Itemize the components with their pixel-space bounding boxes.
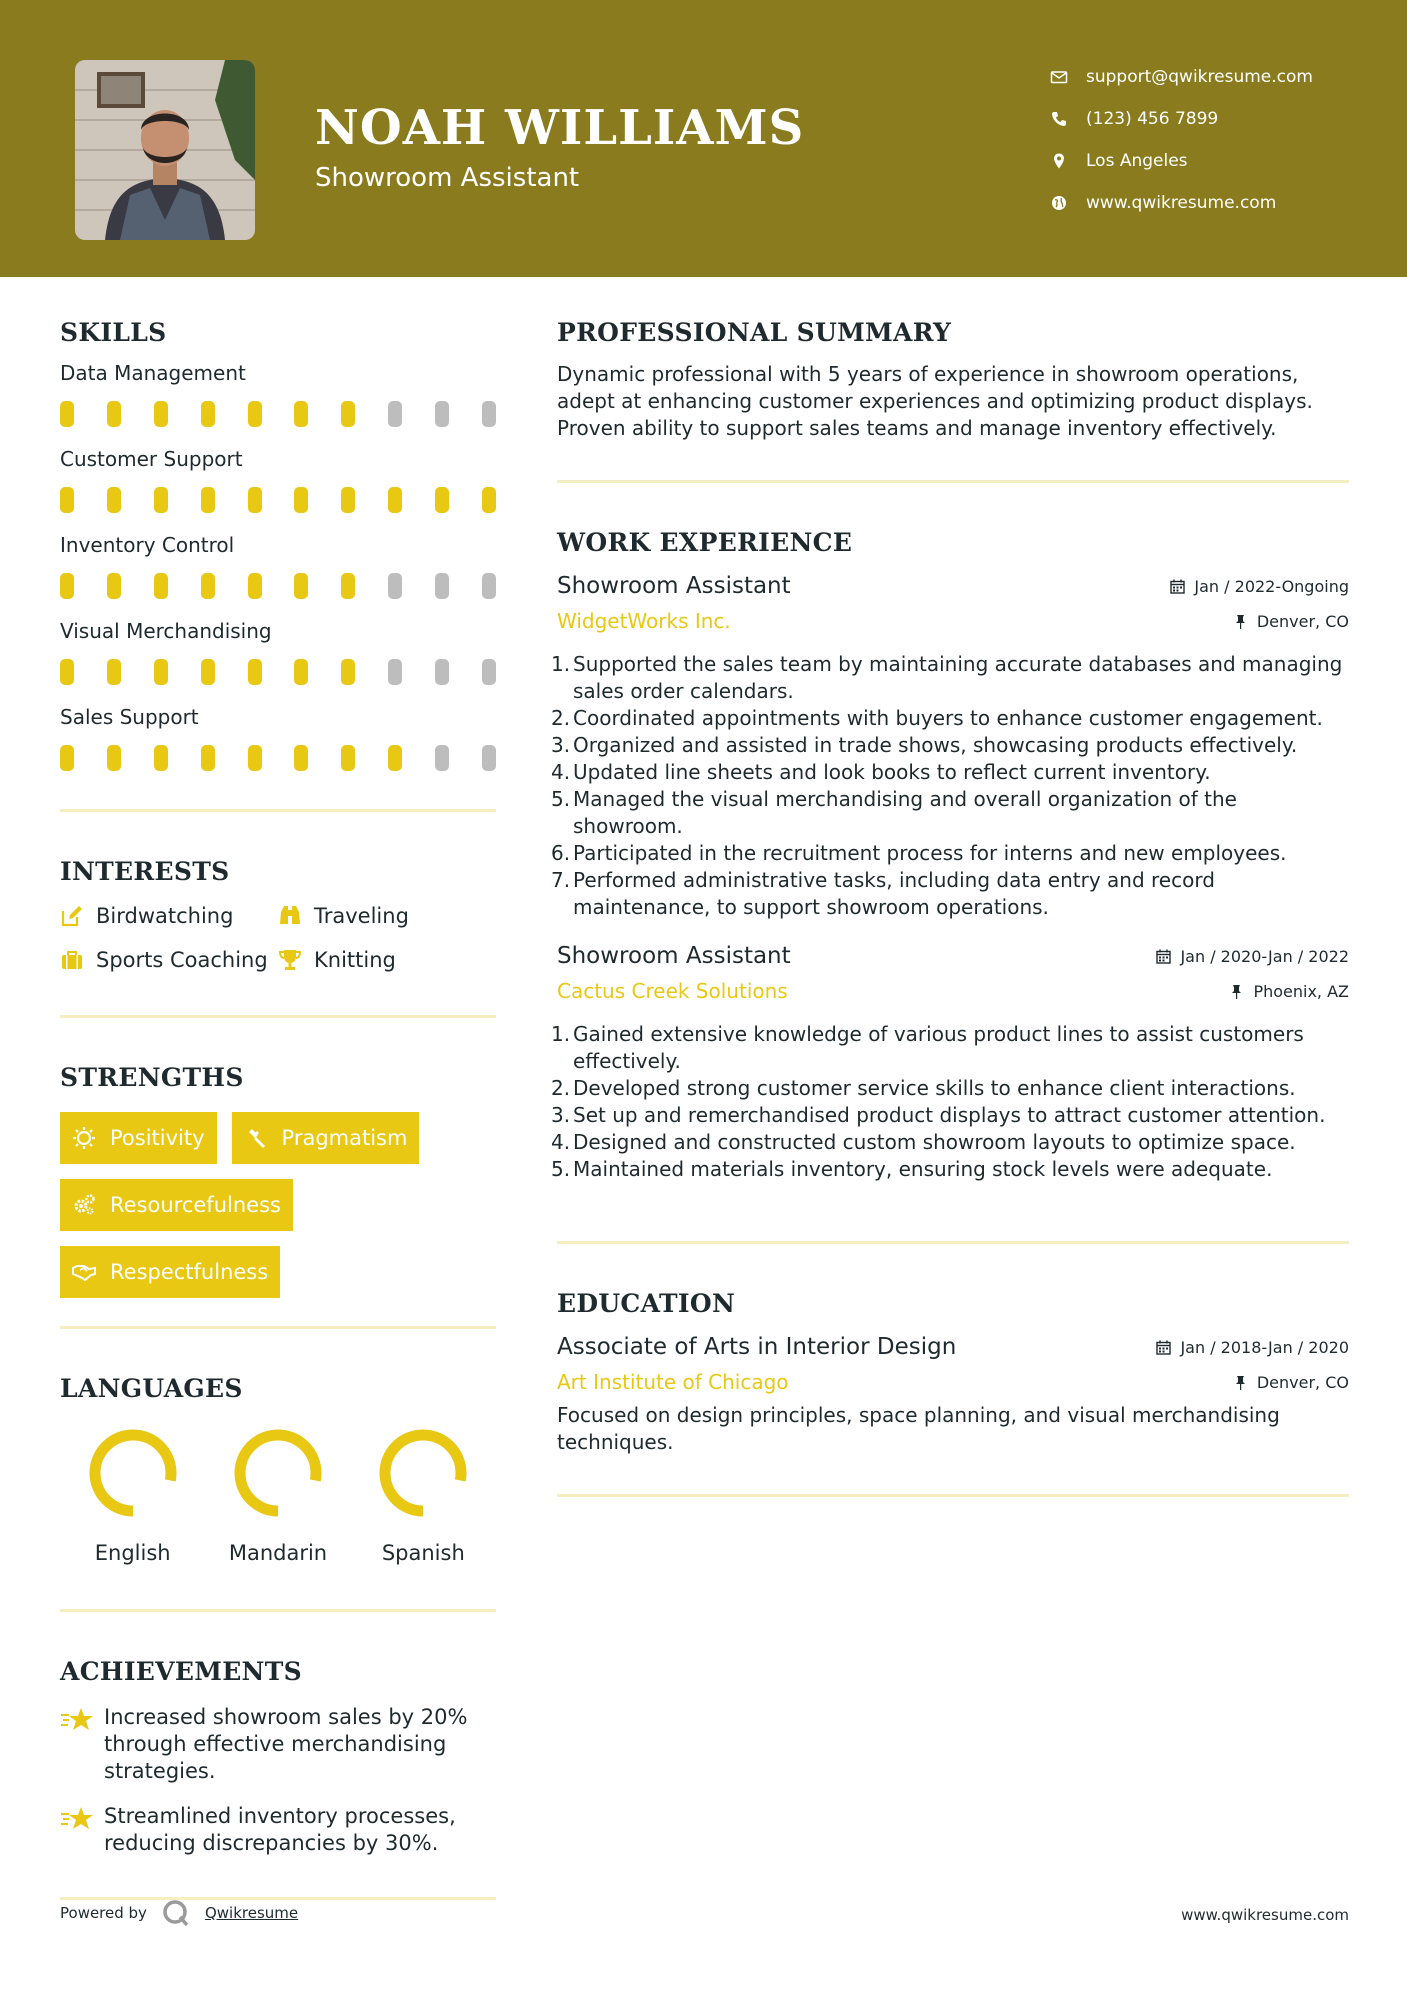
star-icon bbox=[60, 1805, 94, 1833]
skill-pill-filled bbox=[107, 401, 121, 427]
skill-pill-filled bbox=[341, 487, 355, 513]
strength-label: Respectfulness bbox=[110, 1260, 269, 1284]
interest-item bbox=[60, 904, 278, 928]
resume-header bbox=[0, 0, 1407, 277]
job-date bbox=[1170, 577, 1349, 596]
education-school: Art Institute of Chicago bbox=[557, 1370, 789, 1394]
footer-powered-by bbox=[60, 1898, 298, 1928]
contact-email[interactable] bbox=[1050, 56, 1313, 98]
skill-rating-bar bbox=[60, 745, 496, 771]
skills-title: SKILLS bbox=[60, 318, 167, 347]
job-title: Showroom Assistant bbox=[557, 943, 791, 969]
job-point-number: 5. bbox=[551, 787, 571, 811]
job-points bbox=[551, 1021, 1349, 1183]
skill-pill-filled bbox=[154, 401, 168, 427]
education-school-row bbox=[557, 1370, 1349, 1394]
location-pin-icon bbox=[1050, 152, 1068, 170]
interest-item bbox=[278, 948, 496, 972]
skill-name: Inventory Control bbox=[60, 533, 235, 557]
language-item bbox=[60, 1423, 205, 1565]
achievement-text: Streamlined inventory processes, reducing discrepancies by 30%. bbox=[104, 1804, 456, 1855]
jobs-list bbox=[551, 573, 1349, 1183]
achievements-list bbox=[60, 1704, 496, 1857]
interest-label: Birdwatching bbox=[96, 904, 234, 928]
skill-pill-empty bbox=[482, 573, 496, 599]
job-point-text: Set up and remerchandised product displays to attract customer attention. bbox=[573, 1103, 1326, 1127]
job-point bbox=[551, 1075, 1349, 1102]
skill-name: Sales Support bbox=[60, 705, 199, 729]
skill-pill-empty bbox=[435, 659, 449, 685]
skill-pill-filled bbox=[60, 401, 74, 427]
skill-pill-filled bbox=[341, 401, 355, 427]
skill-pill-empty bbox=[482, 401, 496, 427]
skills-list bbox=[60, 361, 496, 771]
language-progress-arc bbox=[385, 1435, 461, 1511]
skill-pill-filled bbox=[154, 487, 168, 513]
skill-pill-filled bbox=[294, 401, 308, 427]
education-date bbox=[1156, 1338, 1349, 1357]
skill-pill-filled bbox=[248, 487, 262, 513]
contact-location-text: Los Angeles bbox=[1086, 151, 1188, 171]
skill-pill-filled bbox=[154, 745, 168, 771]
skill-pill-filled bbox=[201, 659, 215, 685]
section-divider bbox=[557, 1241, 1349, 1244]
job-point bbox=[551, 705, 1349, 732]
handshake-icon bbox=[72, 1260, 96, 1284]
job-point bbox=[551, 1102, 1349, 1129]
interest-label: Knitting bbox=[314, 948, 396, 972]
job-date bbox=[1156, 947, 1349, 966]
skill-name: Visual Merchandising bbox=[60, 619, 272, 643]
job-company: WidgetWorks Inc. bbox=[557, 609, 731, 633]
right-column bbox=[551, 318, 1349, 1497]
interest-label: Sports Coaching bbox=[96, 948, 268, 972]
skill-pill-filled bbox=[107, 487, 121, 513]
job-point bbox=[551, 1021, 1349, 1075]
interests-title: INTERESTS bbox=[60, 857, 230, 886]
job-entry bbox=[551, 573, 1349, 921]
job-point-number: 1. bbox=[551, 1022, 571, 1046]
skill-pill-filled bbox=[154, 573, 168, 599]
skill-pill-filled bbox=[248, 573, 262, 599]
calendar-icon bbox=[1170, 579, 1185, 594]
skill-pill-filled bbox=[201, 487, 215, 513]
skill-pill-filled bbox=[248, 659, 262, 685]
job-point-text: Maintained materials inventory, ensuring stock levels were adequate. bbox=[573, 1157, 1273, 1181]
profile-photo bbox=[75, 60, 255, 240]
briefcase-icon bbox=[60, 948, 84, 972]
skill-rating-bar bbox=[60, 659, 496, 685]
strength-label: Pragmatism bbox=[281, 1126, 408, 1150]
language-label: Mandarin bbox=[228, 1541, 328, 1565]
achievement-text: Increased showroom sales by 20% through effective merchandising strategies. bbox=[104, 1705, 468, 1783]
job-point-text: Updated line sheets and look books to reflect current inventory. bbox=[573, 760, 1211, 784]
sun-icon bbox=[72, 1126, 96, 1150]
language-item bbox=[205, 1423, 350, 1565]
skill-pill-filled bbox=[341, 745, 355, 771]
job-company-row bbox=[557, 979, 1349, 1003]
education-title: EDUCATION bbox=[557, 1289, 736, 1318]
left-column bbox=[60, 318, 496, 1900]
interests-list bbox=[60, 904, 496, 972]
job-head bbox=[557, 943, 1349, 969]
pushpin-icon bbox=[1233, 614, 1248, 629]
skill-pill-filled bbox=[201, 401, 215, 427]
job-location bbox=[1229, 982, 1349, 1001]
language-progress-arc bbox=[95, 1435, 171, 1511]
job-point-text: Supported the sales team by maintaining accurate databases and managing sales order calendars. bbox=[573, 652, 1343, 703]
skill-name: Customer Support bbox=[60, 447, 243, 471]
job-point-number: 4. bbox=[551, 1130, 571, 1154]
language-label: English bbox=[94, 1541, 171, 1565]
job-point-number: 1. bbox=[551, 652, 571, 676]
section-divider bbox=[60, 1609, 496, 1612]
strengths-list bbox=[60, 1112, 496, 1298]
job-point-number: 7. bbox=[551, 868, 571, 892]
job-point-text: Performed administrative tasks, including data entry and record maintenance, to support showroom operations. bbox=[573, 868, 1215, 919]
experience-title: WORK EXPERIENCE bbox=[557, 528, 853, 557]
qwikresume-link[interactable]: Qwikresume bbox=[204, 1904, 299, 1922]
contact-email-text: support@qwikresume.com bbox=[1086, 67, 1313, 87]
contact-website-text: www.qwikresume.com bbox=[1086, 193, 1277, 213]
achievements-title: ACHIEVEMENTS bbox=[60, 1657, 302, 1686]
candidate-name: NOAH WILLIAMS bbox=[315, 100, 805, 156]
skill-pill-empty bbox=[435, 745, 449, 771]
job-point-number: 2. bbox=[551, 1076, 571, 1100]
pushpin-icon bbox=[1229, 984, 1244, 999]
skill-pill-empty bbox=[388, 573, 402, 599]
skill-pill-filled bbox=[435, 487, 449, 513]
job-point-number: 5. bbox=[551, 1157, 571, 1181]
gears-icon bbox=[72, 1193, 96, 1217]
pencil-square-icon bbox=[60, 904, 84, 928]
powered-by-text: Powered by bbox=[60, 1904, 147, 1922]
summary-text: Dynamic professional with 5 years of experience in showroom operations, adept at enhancing customer experiences and optimizing product displays. Proven ability to support sales teams and manage inventory effectively. bbox=[557, 362, 1313, 440]
skill-pill-filled bbox=[482, 487, 496, 513]
skill-pill-filled bbox=[248, 401, 262, 427]
section-divider bbox=[60, 1326, 496, 1329]
skill-pill-empty bbox=[482, 659, 496, 685]
job-head bbox=[557, 573, 1349, 599]
job-point bbox=[551, 786, 1349, 840]
job-point bbox=[551, 867, 1349, 921]
interest-item bbox=[278, 904, 496, 928]
skill-rating-bar bbox=[60, 487, 496, 513]
job-point-text: Gained extensive knowledge of various product lines to assist customers effectively. bbox=[573, 1022, 1304, 1073]
job-point bbox=[551, 759, 1349, 786]
skill-name: Data Management bbox=[60, 361, 246, 385]
skill-pill-filled bbox=[107, 573, 121, 599]
skill-pill-filled bbox=[107, 745, 121, 771]
languages-title: LANGUAGES bbox=[60, 1374, 243, 1403]
contact-website[interactable] bbox=[1050, 182, 1313, 224]
contact-info bbox=[1050, 56, 1313, 224]
candidate-role: Showroom Assistant bbox=[315, 163, 580, 193]
contact-phone[interactable] bbox=[1050, 98, 1313, 140]
pushpin-icon bbox=[1233, 1375, 1248, 1390]
skill-pill-empty bbox=[435, 573, 449, 599]
education-head bbox=[557, 1334, 1349, 1360]
strength-tag bbox=[60, 1179, 293, 1231]
job-point-number: 3. bbox=[551, 733, 571, 757]
strength-label: Resourcefulness bbox=[110, 1193, 281, 1217]
footer-url[interactable]: www.qwikresume.com bbox=[1181, 1906, 1349, 1924]
trophy-icon bbox=[278, 948, 302, 972]
skill-pill-filled bbox=[388, 745, 402, 771]
section-divider bbox=[557, 1494, 1349, 1497]
section-divider bbox=[557, 480, 1349, 483]
job-point bbox=[551, 840, 1349, 867]
strength-tag bbox=[60, 1246, 280, 1298]
language-progress-ring bbox=[83, 1423, 183, 1523]
job-date-text: Jan / 2020-Jan / 2022 bbox=[1180, 946, 1349, 966]
strengths-title: STRENGTHS bbox=[60, 1063, 244, 1092]
skill-pill-filled bbox=[341, 573, 355, 599]
skill-pill-empty bbox=[482, 745, 496, 771]
achievement-item bbox=[60, 1704, 496, 1785]
job-point-text: Developed strong customer service skills to enhance client interactions. bbox=[573, 1076, 1296, 1100]
skill-pill-filled bbox=[294, 573, 308, 599]
skill-pill-filled bbox=[60, 487, 74, 513]
skill-pill-filled bbox=[154, 659, 168, 685]
job-point bbox=[551, 651, 1349, 705]
skill-pill-filled bbox=[60, 659, 74, 685]
strength-label: Positivity bbox=[110, 1126, 205, 1150]
job-point-number: 2. bbox=[551, 706, 571, 730]
skill-pill-filled bbox=[341, 659, 355, 685]
section-divider bbox=[60, 809, 496, 812]
language-label: Spanish bbox=[381, 1541, 465, 1565]
skill-rating-bar bbox=[60, 401, 496, 427]
skill-rating-bar bbox=[60, 573, 496, 599]
language-item bbox=[351, 1423, 496, 1565]
language-progress-ring bbox=[373, 1423, 473, 1523]
skill-pill-filled bbox=[201, 573, 215, 599]
education-date-text: Jan / 2018-Jan / 2020 bbox=[1180, 1337, 1349, 1357]
skill-pill-empty bbox=[388, 659, 402, 685]
job-point-text: Coordinated appointments with buyers to enhance customer engagement. bbox=[573, 706, 1323, 730]
contact-phone-text: (123) 456 7899 bbox=[1086, 109, 1219, 129]
gavel-icon bbox=[244, 1126, 268, 1150]
languages-list bbox=[60, 1423, 496, 1565]
job-point-number: 6. bbox=[551, 841, 571, 865]
language-progress-arc bbox=[240, 1435, 316, 1511]
envelope-icon bbox=[1050, 68, 1068, 86]
interest-label: Traveling bbox=[314, 904, 409, 928]
job-date-text: Jan / 2022-Ongoing bbox=[1194, 576, 1349, 596]
job-location-text: Phoenix, AZ bbox=[1253, 981, 1349, 1001]
calendar-icon bbox=[1156, 1340, 1171, 1355]
qwikresume-logo-icon bbox=[161, 1898, 191, 1928]
achievement-item bbox=[60, 1803, 496, 1857]
job-entry bbox=[551, 943, 1349, 1183]
skill-pill-empty bbox=[435, 401, 449, 427]
job-point-text: Designed and constructed custom showroom layouts to optimize space. bbox=[573, 1130, 1296, 1154]
summary-title: PROFESSIONAL SUMMARY bbox=[557, 318, 952, 347]
job-title: Showroom Assistant bbox=[557, 573, 791, 599]
skill-pill-filled bbox=[201, 745, 215, 771]
star-icon bbox=[60, 1706, 94, 1734]
skill-pill-filled bbox=[60, 573, 74, 599]
section-divider bbox=[60, 1015, 496, 1018]
skill-pill-filled bbox=[388, 487, 402, 513]
skill-pill-filled bbox=[294, 487, 308, 513]
job-points bbox=[551, 651, 1349, 921]
strength-tag bbox=[232, 1112, 420, 1164]
job-point bbox=[551, 732, 1349, 759]
job-point-number: 4. bbox=[551, 760, 571, 784]
education-location bbox=[1233, 1373, 1349, 1392]
job-point-text: Managed the visual merchandising and overall organization of the showroom. bbox=[573, 787, 1237, 838]
globe-icon bbox=[1050, 194, 1068, 212]
skill-pill-empty bbox=[388, 401, 402, 427]
job-point bbox=[551, 1129, 1349, 1156]
job-point-text: Participated in the recruitment process for interns and new employees. bbox=[573, 841, 1287, 865]
job-location-text: Denver, CO bbox=[1256, 611, 1349, 631]
job-location bbox=[1233, 612, 1349, 631]
job-company-row bbox=[557, 609, 1349, 633]
job-point-number: 3. bbox=[551, 1103, 571, 1127]
skill-pill-filled bbox=[294, 745, 308, 771]
job-point-text: Organized and assisted in trade shows, showcasing products effectively. bbox=[573, 733, 1298, 757]
calendar-icon bbox=[1156, 949, 1171, 964]
education-location-text: Denver, CO bbox=[1256, 1372, 1349, 1392]
binoculars-icon bbox=[278, 904, 302, 928]
interest-item bbox=[60, 948, 278, 972]
skill-pill-filled bbox=[107, 659, 121, 685]
phone-icon bbox=[1050, 110, 1068, 128]
education-degree: Associate of Arts in Interior Design bbox=[557, 1334, 957, 1360]
skill-pill-filled bbox=[294, 659, 308, 685]
skill-pill-filled bbox=[248, 745, 262, 771]
strength-tag bbox=[60, 1112, 217, 1164]
language-progress-ring bbox=[228, 1423, 328, 1523]
skill-pill-filled bbox=[60, 745, 74, 771]
job-point bbox=[551, 1156, 1349, 1183]
education-text: Focused on design principles, space planning, and visual merchandising techniques. bbox=[557, 1403, 1280, 1454]
contact-location bbox=[1050, 140, 1313, 182]
job-company: Cactus Creek Solutions bbox=[557, 979, 788, 1003]
